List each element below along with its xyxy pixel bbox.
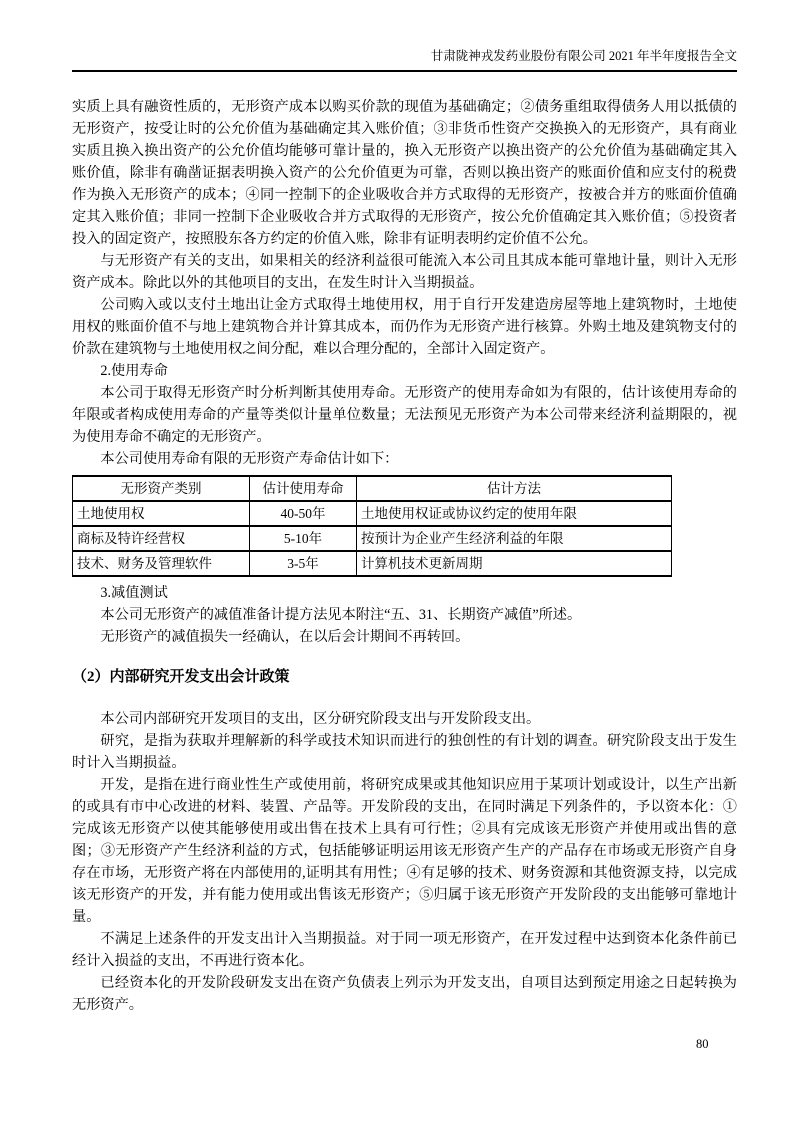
- table-header-row: [73, 476, 672, 501]
- cell-estimated-life: 3-5年: [250, 551, 357, 576]
- subheading-impairment-test: 3.减值测试: [100, 585, 168, 601]
- table-row: [73, 551, 672, 576]
- section-heading-rd-policy: （2）内部研究开发支出会计政策: [72, 669, 290, 685]
- useful-life-table-header: [73, 476, 672, 501]
- table-header-asset-type: 无形资产类别: [73, 476, 250, 501]
- cell-estimated-life: 40-50年: [250, 501, 357, 526]
- cell-estimation-method: 土地使用权证或协议约定的使用年限: [357, 501, 672, 526]
- cell-asset-type: 技术、财务及管理软件: [73, 551, 250, 576]
- paragraph-rd-split: 本公司内部研究开发项目的支出，区分研究阶段支出与开发阶段支出。: [100, 711, 541, 727]
- cell-estimation-method: 计算机技术更新周期: [357, 551, 672, 576]
- cell-estimation-method: 按预计为企业产生经济利益的年限: [357, 526, 672, 551]
- cell-asset-type: 商标及特许经营权: [73, 526, 250, 551]
- cell-estimated-life: 5-10年: [250, 526, 357, 551]
- paragraph-asset-cost-continued: 实质上具有融资性质的，无形资产成本以购买价款的现值为基础确定；②债务重组取得债务人用以抵债的无形资产，按受让时的公允价值为基础确定其入账价值；③非货币性资产交换换入的无形资产，具有商业实质且换入换出资产的公允价值均能够可靠计量的，换入无形资产以换出资产的公允价值为基础确定其入账价值，除非有确凿证据表明换入资产的公允价值更为可靠，否则以换出资产的账面价值和应支付的税费作为换入无形资产的成本；④同一控制下的企业吸收合并方式取得的无形资产，按被合并方的账面价值确定其入账价值；非同一控制下企业吸收合并方式取得的无形资产，按公允价值确定其入账价值；⑤投资者投入的固定资产，按照股东各方约定的价值入账，除非有证明表明约定价值不公允。: [72, 99, 737, 247]
- paragraph-related-expenditure: 与无形资产有关的支出，如果相关的经济利益很可能流入本公司且其成本能可靠地计量，则计入无形资产成本。除此以外的其他项目的支出，在发生时计入当期损益。: [72, 253, 737, 291]
- document-body: [72, 96, 737, 1016]
- table-row: [73, 526, 672, 551]
- paragraph-impairment-no-reversal: 无形资产的减值损失一经确认，在以后会计期间不再转回。: [100, 629, 470, 645]
- paragraph-development-definition: 开发，是指在进行商业性生产或使用前，将研究成果或其他知识应用于某项计划或设计，以生产出新的或具有市中心改进的材料、装置、产品等。开发阶段的支出，在同时满足下列条件的，予以资本化：①完成该无形资产以使其能够使用或出售在技术上具有可行性；②具有完成该无形资产并使用或出售的意图；③无形资产产生经济利益的方式，包括能够证明运用该无形资产生产的产品存在市场或无形资产自身存在市场，无形资产将在内部使用的,证明其有用性；④有足够的技术、财务资源和其他资源支持，以完成该无形资产的开发，并有能力使用或出售该无形资产；⑤归属于该无形资产开发阶段的支出能够可靠地计量。: [72, 777, 737, 925]
- report-header: [72, 48, 737, 72]
- cell-asset-type: 土地使用权: [73, 501, 250, 526]
- paragraph-useful-life-judgement: 本公司于取得无形资产时分析判断其使用寿命。无形资产的使用寿命如为有限的，估计该使用寿命的年限或者构成使用寿命的产量等类似计量单位数量；无法预见无形资产为本公司带来经济利益期限的，视为使用寿命不确定的无形资产。: [72, 385, 737, 445]
- page-number: 80: [696, 1037, 709, 1051]
- paragraph-land-use-right: 公司购入或以支付土地出让金方式取得土地使用权，用于自行开发建造房屋等地上建筑物时，土地使用权的账面价值不与地上建筑物合并计算其成本，而仍作为无形资产进行核算。外购土地及建筑物支付的价款在建筑物与土地使用权之间分配，难以合理分配的，全部计入固定资产。: [72, 297, 737, 357]
- paragraph-impairment-method: 本公司无形资产的减值准备计提方法见本附注“五、31、长期资产减值”所述。: [100, 607, 582, 623]
- paragraph-table-intro: 本公司使用寿命有限的无形资产寿命估计如下：: [100, 451, 399, 467]
- paragraph-unqualified-expenditure: 不满足上述条件的开发支出计入当期损益。对于同一项无形资产，在开发过程中达到资本化条件前已经计入损益的支出，不再进行资本化。: [72, 931, 737, 969]
- table-header-estimated-life: 估计使用寿命: [250, 476, 357, 501]
- subheading-useful-life: 2.使用寿命: [100, 363, 168, 379]
- paragraph-research-definition: 研究，是指为获取并理解新的科学或技术知识而进行的独创性的有计划的调查。研究阶段支出于发生时计入当期损益。: [72, 733, 737, 771]
- paragraph-capitalized-expenditure: 已经资本化的开发阶段研发支出在资产负债表上列示为开发支出，自项目达到预定用途之日起转换为无形资产。: [72, 975, 737, 1013]
- report-header-title: 甘肃陇神戎发药业股份有限公司 2021 年半年度报告全文: [430, 49, 737, 63]
- useful-life-table: [72, 475, 672, 577]
- table-row: [73, 501, 672, 526]
- useful-life-table-body: [73, 501, 672, 576]
- table-header-estimation-method: 估计方法: [357, 476, 672, 501]
